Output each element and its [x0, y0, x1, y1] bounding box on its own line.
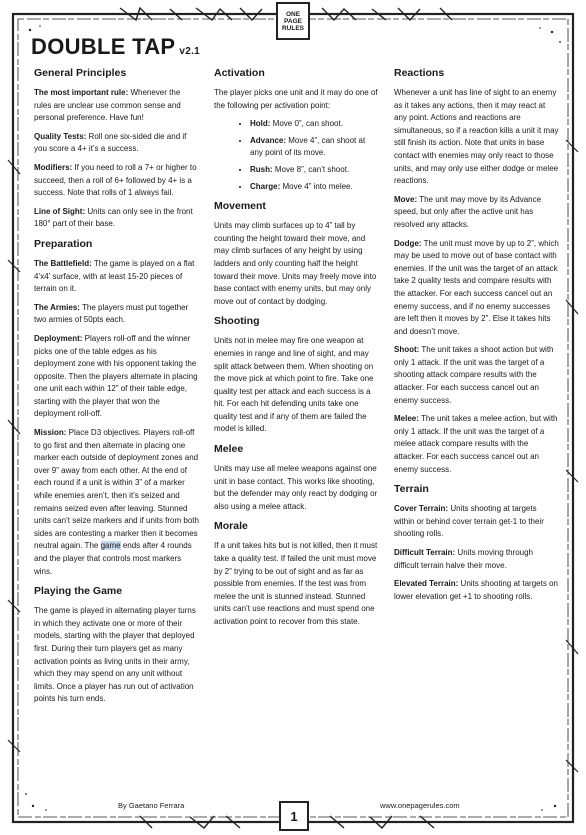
heading-playing-the-game: Playing the Game: [34, 585, 123, 598]
paragraph: Dodge: The unit must move by up to 2”, which may be used to move out of base contact with enemies. If the unit was the target of an attack take 2 quality tests and compare results with the attacker. For each success cancel out an enemy success, and if no enemy successes are left then it moves by 2”. Else it takes hits and doesn’t move.: [394, 238, 559, 336]
list-item: • Rush: Move 8”, can’t shoot.: [250, 164, 379, 177]
heading-shooting: Shooting: [214, 315, 260, 328]
column-left: [34, 66, 199, 712]
list-item: • Hold: Move 0”, can shoot.: [250, 118, 379, 131]
logo-line: ONE: [285, 10, 301, 18]
paragraph: The Battlefield: The game is played on a flat 4’x4’ surface, with at least 15-20 pieces of terrain on it.: [34, 258, 195, 294]
heading-general-principles: General Principles: [34, 67, 127, 79]
paragraph: Modifiers: If you need to roll a 7+ or higher to succeed, then a roll of 6+ followed by 4+ is a success. Note that rolls of 1 always fail.: [34, 162, 197, 198]
paragraph: Cover Terrain: Units shooting at targets within or behind cover terrain get-1 to their shooting rolls.: [394, 504, 544, 539]
column-middle: [214, 66, 379, 635]
list-item: • Charge: Move 4” into melee.: [250, 181, 379, 194]
paragraph: Elevated Terrain: Units shooting at targets on lower elevation get +1 to shooting rolls.: [394, 579, 558, 601]
title-text: DOUBLE TAP: [31, 34, 176, 59]
one-page-rules-logo: [276, 2, 310, 40]
paragraph: The game is played in alternating player turns in which they activate one or more of their models, starting with the player that deployed first. During their turn players get as many activation points as living units in their army, which they may spend on any unit without limits. Once a player has run out of activation points his turn ends.: [34, 606, 196, 704]
column-right: [394, 66, 559, 609]
list-item: • Advance: Move 4”, can shoot at any point of its move.: [250, 135, 379, 160]
heading-preparation: Preparation: [34, 237, 93, 250]
paragraph: Difficult Terrain: Units moving through difficult terrain halve their move.: [394, 548, 534, 570]
heading-terrain: Terrain: [394, 483, 429, 496]
paragraph: Melee: The unit takes a melee action, but with only 1 attack. If the unit was the target of a melee attack compare results with the attacker. For each success cancel out an enemy success.: [394, 414, 558, 474]
paragraph: Quality Tests: Roll one six-sided die and if you score a 4+ it’s a success.: [34, 131, 187, 154]
page-number: 1: [279, 801, 309, 831]
version-label: v2.1: [179, 46, 201, 57]
paragraph: The Armies: The players must put together two armies of 50pts each.: [34, 302, 189, 325]
paragraph: Units may use all melee weapons against one unit in base contact. This works like shooting, but the defender may only react by dodging or also using a melee attack.: [214, 464, 378, 511]
paragraph: Units not in melee may fire one weapon at enemies in range and line of sight, and may split attack between them. When shooting on the move pick at which point to fire. Take one quality test per attack and each success is a hit. For each hit defending units take one quality test and if any of them are failed the model is killed.: [214, 336, 374, 434]
paragraph: If a unit takes hits but is not killed, then it must take a quality test. If failed the unit must move by 2” trying to be out of sight and as far as possible from enemies. If the test was from melee the unit is stunned instead. Stunned units can’t use reactions and must spend one activation point to recover from this state.: [214, 541, 378, 626]
paragraph: Move: The unit may move by its Advance speed, but only after the active unit has resolved any attacks.: [394, 194, 542, 229]
activation-list: [214, 118, 379, 193]
paragraph: Deployment: Players roll-off and the winner picks one of the table edges as his deployment zone with his opponent taking the opposite. Then the players alternate in placing one unit each within 12” of their table edge, starting with the player that won the deployment roll-off.: [34, 333, 198, 419]
logo-line: PAGE: [284, 17, 302, 25]
paragraph: Whenever a unit has line of sight to an enemy as it takes any actions, then it may react at any point. Actions and reactions are simultaneous, so if a reaction kills a unit it may still finish its action. Note that units in base contact with enemies may only react to those units, and may only use either dodge or melee reactions.: [394, 88, 559, 186]
heading-activation: Activation: [214, 67, 265, 79]
paragraph: The most important rule: Whenever the rules are unclear use common sense and personal preference. Have fun!: [34, 88, 181, 123]
footer-website-link[interactable]: www.onepagerules.com: [380, 801, 460, 810]
heading-morale: Morale: [214, 520, 248, 533]
page-title: [31, 34, 200, 60]
paragraph: The player picks one unit and it may do one of the following per activation point:: [214, 88, 378, 110]
heading-movement: Movement: [214, 200, 266, 213]
heading-melee: Melee: [214, 443, 244, 456]
paragraph: Line of Sight: Units can only see in the front 180° part of their base.: [34, 206, 193, 229]
heading-reactions: Reactions: [394, 67, 445, 79]
selected-text-highlight: game: [100, 541, 121, 551]
paragraph: Units may climb surfaces up to 4” tall by counting the height toward their move, and may climb surfaces of any height by using ladders and only counting half the height toward their move. Units may freely move into base contact with enemy units, but may only move out of contact by dodging.: [214, 221, 377, 306]
paragraph: Mission: Place D3 objectives. Players roll-off to go first and then alternate in placing one marker each outside of deployment zones and over 9” away from each other. At the end of each round if a unit is within 3” of a marker while enemies aren’t, then it’s seized and remains seized even after leaving. Stunned units can’t seize markers and if units from both sides are contesting a marker then it becomes neutral again. The game ends after 4 rounds and the player that controls most markers wins.: [34, 428, 199, 576]
paragraph: Shoot: The unit takes a shoot action but with only 1 attack. If the unit was the target of a shooting attack compare results with the attacker. For each success cancel out an enemy success.: [394, 345, 554, 405]
footer-author: By Gaetano Ferrara: [118, 801, 185, 810]
logo-line: RULES: [281, 24, 305, 32]
